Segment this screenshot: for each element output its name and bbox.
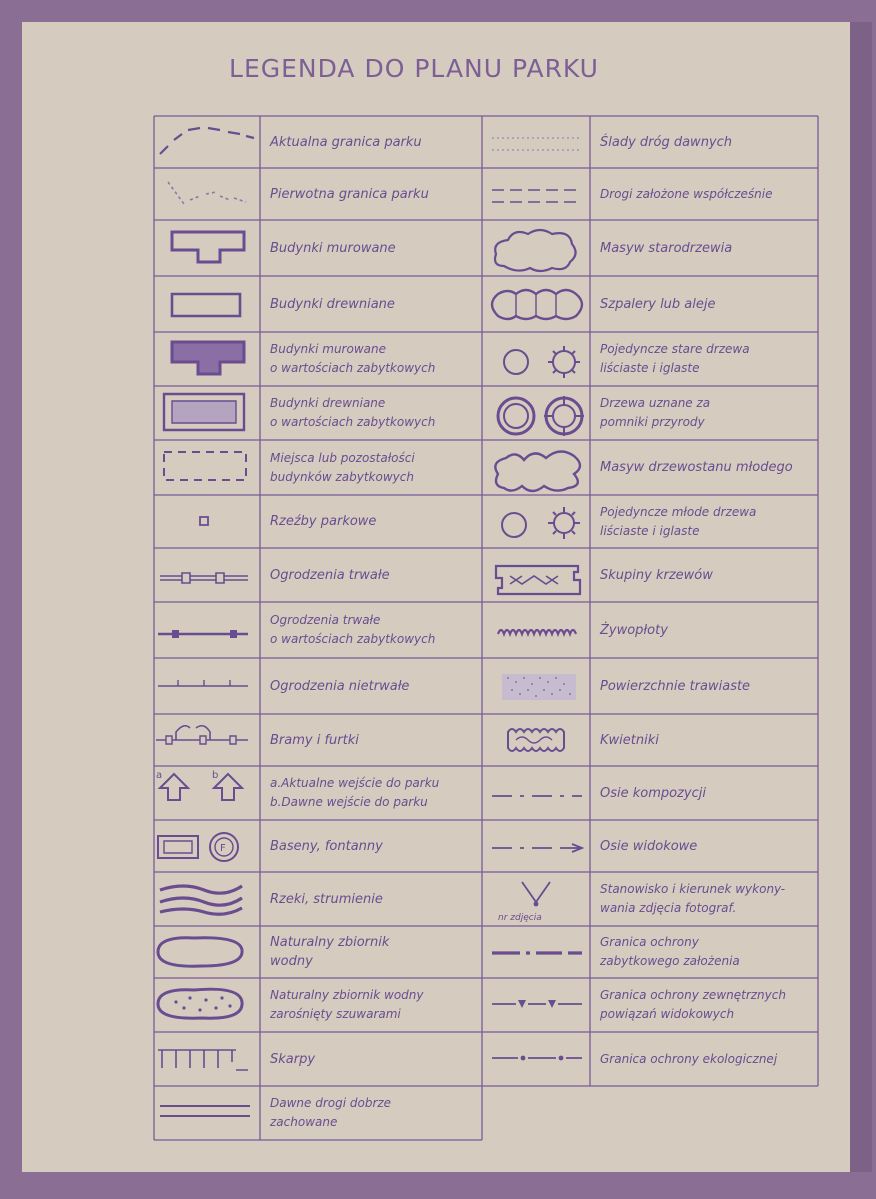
old-road-trace-icon	[482, 116, 590, 168]
right-label: Kwietniki	[600, 732, 659, 748]
heritage-protection-icon	[482, 926, 590, 978]
svg-text:a: a	[156, 770, 163, 781]
rectangle-building-icon	[154, 276, 260, 332]
overgrown-pond-icon	[154, 978, 260, 1032]
right-label: Granica ochrony zewnętrznych powiązań widokowych	[600, 988, 786, 1021]
left-label: Naturalny zbiornik wodny zarośnięty szuwarami	[270, 988, 424, 1021]
slope-icon	[154, 1032, 260, 1086]
right-label: Osie widokowe	[600, 838, 698, 854]
right-label: Granica ochrony zabytkowego założenia	[600, 935, 740, 968]
entrance-arrows-icon	[154, 766, 260, 820]
left-label: Budynki drewniane o wartościach zabytkowych	[270, 396, 436, 429]
dotted-boundary-icon	[154, 168, 260, 220]
double-rectangle-building-icon	[154, 386, 260, 440]
eco-protection-icon	[482, 1032, 590, 1086]
right-label: Pojedyncze młode drzewa liściaste i iglaste	[600, 504, 757, 538]
left-label: a.Aktualne wejście do parku b.Dawne wejście do parku	[270, 776, 440, 809]
view-axis-icon	[482, 820, 590, 872]
left-label: Skarpy	[270, 1051, 316, 1067]
fence-historic-icon	[154, 602, 260, 658]
left-label: Rzeźby parkowe	[270, 514, 377, 529]
photo-viewpoint-icon	[482, 872, 590, 926]
dash-boundary-icon	[154, 116, 260, 168]
right-label: Masyw drzewostanu młodego	[600, 460, 793, 475]
fence-temporary-icon	[154, 658, 260, 714]
left-label: Ogrodzenia trwałe o wartościach zabytkowych	[270, 613, 436, 646]
t-shape-bold-building-icon	[154, 332, 260, 386]
svg-text:nr zdjęcia: nr zdjęcia	[498, 913, 542, 923]
left-label: Budynki murowane o wartościach zabytkowych	[270, 342, 436, 375]
svg-text:F: F	[220, 843, 226, 854]
page-title: LEGENDA DO PLANU PARKU	[229, 54, 599, 83]
left-label: Bramy i furtki	[270, 732, 359, 748]
view-protection-icon	[482, 978, 590, 1032]
right-label: Pojedyncze stare drzewa liściaste i iglaste	[600, 342, 750, 375]
gate-icon	[154, 714, 260, 766]
right-label: Masyw starodrzewia	[600, 240, 733, 256]
t-shape-building-icon	[154, 220, 260, 276]
dashed-rectangle-icon	[154, 440, 260, 495]
hedge-icon	[482, 602, 590, 658]
svg-text:b: b	[212, 770, 219, 781]
right-label: Granica ochrony ekologicznej	[600, 1051, 778, 1066]
left-label: Miejsca lub pozostałości budynków zabytkowych	[270, 450, 415, 484]
pool-fountain-icon	[154, 820, 260, 872]
young-tree-mass-icon	[482, 440, 590, 495]
old-road-icon	[154, 1086, 260, 1140]
left-label: Ogrodzenia nietrwałe	[270, 678, 410, 694]
left-label: Aktualna granica parku	[270, 134, 422, 150]
left-label: Naturalny zbiornik wodny	[270, 935, 390, 969]
pond-icon	[154, 926, 260, 978]
right-label: Skupiny krzewów	[600, 567, 713, 583]
right-label: Żywopłoty	[600, 622, 668, 638]
composition-axis-icon	[482, 766, 590, 820]
left-label: Ogrodzenia trwałe	[270, 567, 390, 583]
fence-icon	[154, 548, 260, 602]
left-label: Dawne drogi dobrze zachowane	[270, 1096, 392, 1129]
alley-icon	[482, 276, 590, 332]
right-label: Osie kompozycji	[600, 785, 706, 801]
river-icon	[154, 872, 260, 926]
right-label: Powierzchnie trawiaste	[600, 678, 751, 694]
left-label: Budynki drewniane	[270, 296, 395, 312]
right-label: Szpalery lub aleje	[600, 296, 716, 312]
left-label: Baseny, fontanny	[270, 838, 383, 854]
new-road-icon	[482, 168, 590, 220]
single-young-trees-icon	[482, 495, 590, 548]
right-label: Drogi założone współcześnie	[600, 186, 773, 201]
shrub-group-icon	[482, 548, 590, 602]
right-label: Ślady dróg dawnych	[600, 134, 733, 150]
left-label: Rzeki, strumienie	[270, 891, 383, 907]
single-old-trees-icon	[482, 332, 590, 386]
lawn-icon	[482, 658, 590, 714]
nature-monument-trees-icon	[482, 386, 590, 440]
left-label: Budynki murowane	[270, 240, 396, 256]
left-label: Pierwotna granica parku	[270, 186, 429, 202]
old-tree-mass-icon	[482, 220, 590, 276]
flowerbed-icon	[482, 714, 590, 766]
small-square-icon	[154, 495, 260, 548]
right-label: Drzewa uznane za pomniki przyrody	[600, 396, 711, 429]
right-label: Stanowisko i kierunek wykony- wania zdjęcia fotograf.	[600, 882, 786, 915]
